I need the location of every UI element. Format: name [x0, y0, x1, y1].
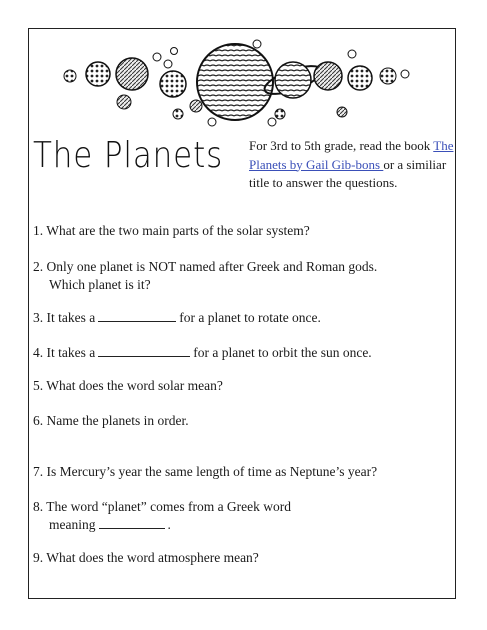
- intro-after: or a similiar title to answer the questions.: [249, 156, 447, 190]
- planet-dot-3: [171, 48, 178, 55]
- planet-small-11: [337, 107, 347, 117]
- planet-small-2: [86, 62, 110, 86]
- question-8-line2-post: .: [167, 517, 171, 532]
- question-7: 7. Is Mercury’s year the same length of time as Neptune’s year?: [33, 464, 378, 479]
- question-2-line1: 2. Only one planet is NOT named after Greek and Roman gods.: [33, 259, 378, 274]
- planet-small-8: [253, 40, 261, 48]
- intro-before: For 3rd to 5th grade, read the book: [249, 138, 434, 153]
- planet-small-3: [117, 95, 131, 109]
- planet-mid-1: [116, 58, 148, 90]
- question-8-line2: [33, 516, 291, 534]
- question-3: [33, 309, 321, 327]
- planet-dot-1: [153, 53, 161, 61]
- planet-small-9: [275, 109, 285, 119]
- question-8: [33, 498, 291, 534]
- question-6: 6. Name the planets in order.: [33, 413, 189, 428]
- planet-small-12: [380, 68, 396, 84]
- answer-blank-8[interactable]: [99, 516, 165, 529]
- planet-mid-3: [314, 62, 342, 90]
- planet-saturn: [275, 62, 311, 98]
- question-4-pre: 4. It takes a: [33, 345, 96, 360]
- planet-small-4: [173, 109, 183, 119]
- planet-mid-4: [348, 66, 372, 90]
- book-link[interactable]: The Planets by Gail Gib-bons: [249, 138, 454, 172]
- answer-blank-3[interactable]: [98, 309, 176, 322]
- planets-illustration: [60, 34, 410, 130]
- question-3-post: for a planet to rotate once.: [179, 310, 321, 325]
- question-5: 5. What does the word solar mean?: [33, 378, 223, 393]
- question-2: [33, 258, 377, 294]
- question-4: [33, 344, 372, 362]
- planet-small-13: [401, 70, 409, 78]
- planet-dot-2: [164, 60, 172, 68]
- planet-small-10: [348, 50, 356, 58]
- worksheet-title: The Planets: [33, 135, 224, 176]
- question-8-line2-pre: meaning: [49, 517, 96, 532]
- planet-small-5: [190, 100, 202, 112]
- question-8-line1: 8. The word “planet” comes from a Greek word: [33, 499, 292, 514]
- question-4-post: for a planet to orbit the sun once.: [193, 345, 372, 360]
- planet-small-1: [64, 70, 76, 82]
- question-1: 1. What are the two main parts of the solar system?: [33, 223, 310, 238]
- intro-text: [249, 137, 454, 193]
- planet-mid-2: [160, 71, 186, 97]
- question-2-line2: Which planet is it?: [49, 277, 151, 292]
- planet-jupiter: [197, 44, 273, 120]
- answer-blank-4[interactable]: [98, 344, 190, 357]
- question-3-pre: 3. It takes a: [33, 310, 96, 325]
- planet-small-6: [208, 118, 216, 126]
- planet-small-7: [268, 118, 276, 126]
- question-9: 9. What does the word atmosphere mean?: [33, 550, 259, 565]
